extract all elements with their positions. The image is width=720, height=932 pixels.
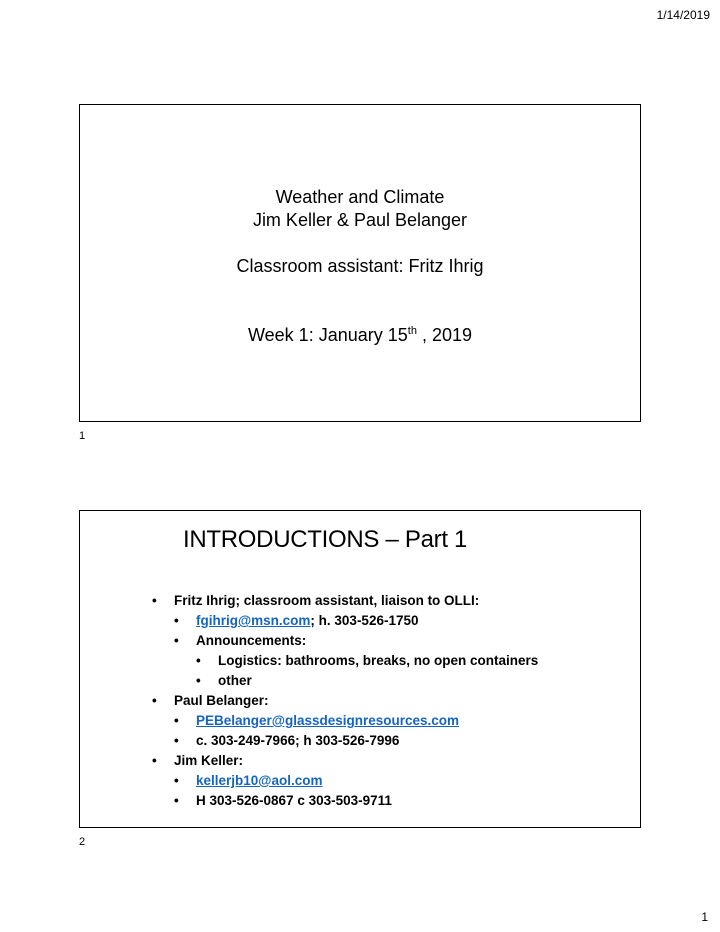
item-text: Announcements: <box>196 633 307 648</box>
list-item <box>152 691 538 711</box>
list-item <box>152 611 538 631</box>
list-item <box>152 771 538 791</box>
bullet-dot: • <box>174 793 179 808</box>
slide-2-number: 2 <box>79 836 86 848</box>
bullet-dot: • <box>152 693 157 708</box>
week-prefix: Week 1: January 15 <box>248 325 408 345</box>
slide-1-title: Weather and Climate <box>275 187 445 207</box>
slide-1-assistant: Classroom assistant: Fritz Ihrig <box>236 256 484 276</box>
bullet-dot: • <box>196 653 201 668</box>
bullet-dot: • <box>174 613 179 628</box>
header-date: 1/14/2019 <box>656 8 710 22</box>
list-item <box>152 631 538 651</box>
week-suffix: , 2019 <box>416 325 472 345</box>
list-item <box>152 751 538 771</box>
item-text: Fritz Ihrig; classroom assistant, liaison to OLLI: <box>174 593 480 608</box>
list-item <box>152 591 538 611</box>
bullet-dot: • <box>174 773 179 788</box>
item-text: H 303-526-0867 c 303-503-9711 <box>196 793 392 808</box>
bullet-dot: • <box>174 633 179 648</box>
bullet-list <box>152 591 538 811</box>
list-item <box>152 671 538 691</box>
email-link-paul[interactable]: PEBelanger@glassdesignresources.com <box>196 713 460 728</box>
bullet-dot: • <box>152 753 157 768</box>
slide-1-number: 1 <box>79 430 86 442</box>
item-text: other <box>218 673 252 688</box>
item-text: Jim Keller: <box>174 753 244 768</box>
slide-1-week <box>80 325 640 346</box>
page-number: 1 <box>701 910 708 924</box>
bullet-dot: • <box>152 593 157 608</box>
slide-1 <box>79 104 641 422</box>
slide-1-presenters: Jim Keller & Paul Belanger <box>252 210 468 230</box>
email-link-jim[interactable]: kellerjb10@aol.com <box>196 773 323 788</box>
item-text: c. 303-249-7966; h 303-526-7996 <box>196 733 400 748</box>
week-superscript: th <box>407 325 417 337</box>
slide-2 <box>79 510 641 828</box>
item-text: ; h. 303-526-1750 <box>310 613 419 628</box>
list-item <box>152 651 538 671</box>
bullet-dot: • <box>196 673 201 688</box>
item-text: Logistics: bathrooms, breaks, no open containers <box>218 653 539 668</box>
slide-2-title: INTRODUCTIONS – Part 1 <box>183 526 468 553</box>
list-item <box>152 791 538 811</box>
item-text: Paul Belanger: <box>174 693 269 708</box>
list-item <box>152 731 538 751</box>
bullet-dot: • <box>174 733 179 748</box>
email-link-fritz[interactable]: fgihrig@msn.com <box>196 613 311 628</box>
list-item <box>152 711 538 731</box>
bullet-dot: • <box>174 713 179 728</box>
